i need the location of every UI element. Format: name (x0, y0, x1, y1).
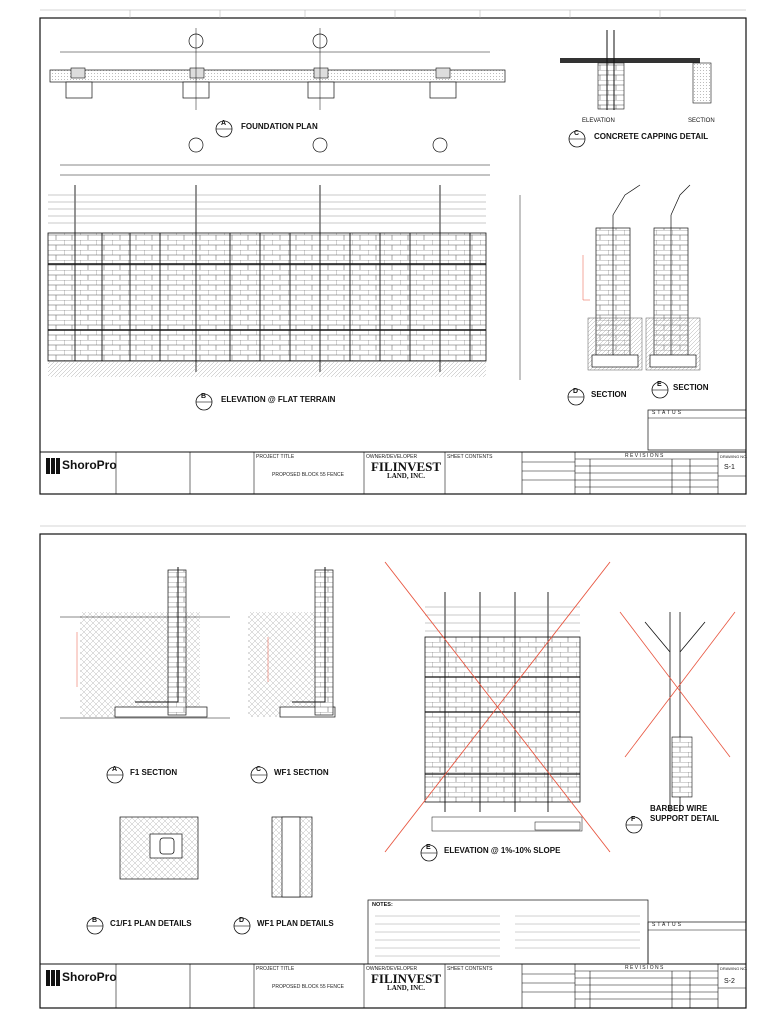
revisions-label-2: R E V I S I O N S (625, 965, 664, 971)
developer-logo-2: FILINVEST LAND, INC. (370, 971, 442, 992)
title-concrete-capping-detail: C CONCRETE CAPPING DETAIL (568, 130, 586, 153)
drawing-no-label-2: DRAWING NO. (720, 966, 748, 971)
project-title-label-2: PROJECT TITLE (256, 966, 295, 972)
title-foundation-plan: A FOUNDATION PLAN (215, 120, 233, 143)
project-title-2: PROPOSED BLOCK 55 FENCE (272, 984, 344, 990)
title-f1-section: A F1 SECTION (106, 766, 124, 789)
title-c1-f1-plan-details: B C1/F1 PLAN DETAILS (86, 917, 104, 940)
revisions-label: R E V I S I O N S (625, 453, 664, 459)
title-elevation-flat-terrain: B ELEVATION @ FLAT TERRAIN (195, 393, 213, 416)
project-title: PROPOSED BLOCK 55 FENCE (272, 472, 344, 478)
status-label-2: STATUS (652, 922, 683, 928)
sheet-contents-label-2: SHEET CONTENTS (447, 966, 493, 972)
project-title-label: PROJECT TITLE (256, 454, 295, 460)
title-wf1-plan-details: D WF1 PLAN DETAILS (233, 917, 251, 940)
drawing-no-label: DRAWING NO. (720, 454, 748, 459)
sheet-number: S-1 (724, 464, 735, 471)
company-logo-2: ShoroPro (62, 970, 117, 984)
capping-section-label: SECTION (688, 118, 715, 124)
title-wf1-section: C WF1 SECTION (250, 766, 268, 789)
drawing-sheet-2: A F1 SECTION C WF1 SECTION B C1/F1 PLAN DETAILS D WF1 PLAN DETAILS E ELEVATION @ 1%-10% SLOPE BARBED WIRE SUPPORT DETAIL F NOTES: STATUS ShoroPro PROJECT TITLE PROPOSED BLOCK 55 FENCE OWNER/DEVELOPER FILINVEST LAND, INC. SHEET CONTENTS R E V I S I O N S DRAWING NO. S-2 (0, 512, 768, 1024)
developer-logo: FILINVEST LAND, INC. (370, 459, 442, 480)
title-elevation-slope: E ELEVATION @ 1%-10% SLOPE (420, 844, 438, 867)
title-section-e: E SECTION (651, 381, 669, 404)
sheet-number-2: S-2 (724, 978, 735, 985)
title-section-d: D SECTION (567, 388, 585, 411)
owner-label: OWNER/DEVELOPER (366, 454, 418, 460)
company-logo: ShoroPro (62, 458, 117, 472)
notes-label: NOTES: (372, 902, 393, 908)
owner-label-2: OWNER/DEVELOPER (366, 966, 418, 972)
capping-elevation-label: ELEVATION (582, 118, 615, 124)
status-label: STATUS (652, 410, 683, 416)
sheet-contents-label: SHEET CONTENTS (447, 454, 493, 460)
